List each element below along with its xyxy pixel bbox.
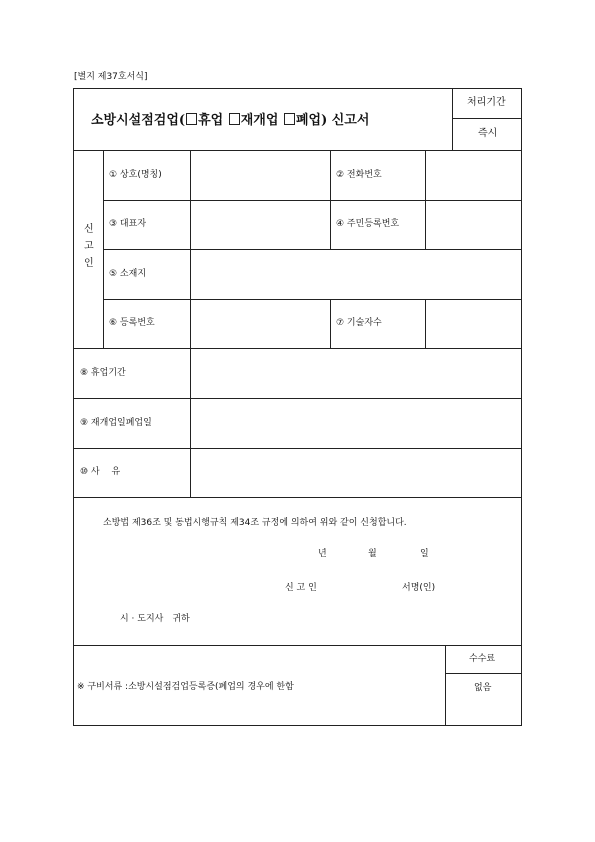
- address-label: ⑤ 소재지: [109, 269, 147, 279]
- registration-number-label: ⑥ 등록번호: [109, 318, 155, 328]
- day-label: 일: [420, 549, 429, 559]
- phone-label: ② 전화번호: [336, 170, 382, 180]
- declaration-text: 소방법 제36조 및 동법시행규칙 제34조 규정에 의하여 위와 같이 신청합니다.: [103, 518, 407, 528]
- suspension-period-label: ⑧ 휴업기간: [80, 368, 126, 378]
- resident-number-input[interactable]: [426, 201, 521, 248]
- address-input[interactable]: [191, 250, 521, 298]
- reopen-checkbox[interactable]: [229, 113, 240, 125]
- applicant-label-2: 고: [84, 241, 94, 252]
- company-name-input[interactable]: [191, 151, 329, 199]
- technicians-input[interactable]: [426, 300, 521, 347]
- month-label: 월: [368, 549, 377, 559]
- reopen-close-date-input[interactable]: [191, 399, 521, 447]
- closure-checkbox[interactable]: [284, 113, 295, 125]
- required-documents-note: ※ 구비서류 :소방시설점검업등록증(폐업의 경우에 한함: [77, 682, 294, 692]
- reason-label: ⑩ 사 유: [80, 467, 121, 477]
- representative-input[interactable]: [191, 201, 329, 248]
- suspension-period-input[interactable]: [191, 349, 521, 397]
- representative-label: ③ 대표자: [109, 219, 147, 229]
- title-prefix: 소방시설점검업(: [91, 113, 186, 128]
- processing-period-label: 처리기간: [467, 97, 506, 108]
- title-suffix: ) 신고서: [321, 113, 370, 128]
- recipient-label: 시 · 도지사 귀하: [120, 614, 190, 624]
- title-option-suspension: 휴업: [198, 113, 224, 128]
- title-option-reopen: 재개업: [240, 113, 279, 128]
- company-name-label: ① 상호(명칭): [109, 170, 162, 180]
- applicant-label-1: 신: [84, 224, 94, 235]
- applicant-signer-label: 신 고 인: [285, 583, 317, 593]
- fee-value: 없음: [474, 683, 492, 693]
- reopen-close-date-label: ⑨ 재개업일폐업일: [80, 418, 152, 428]
- reason-input[interactable]: [191, 449, 521, 496]
- fee-label: 수수료: [469, 654, 496, 664]
- applicant-label-3: 인: [84, 258, 94, 269]
- signature-label: 서명(인): [402, 583, 436, 593]
- suspension-checkbox[interactable]: [186, 113, 197, 125]
- registration-number-input[interactable]: [191, 300, 329, 347]
- form-title: [91, 113, 369, 127]
- phone-input[interactable]: [426, 151, 521, 199]
- resident-number-label: ④ 주민등록번호: [336, 219, 400, 229]
- year-label: 년: [318, 549, 327, 559]
- technicians-label: ⑦ 기술자수: [336, 318, 382, 328]
- form-number: [별지 제37호서식]: [74, 72, 148, 82]
- processing-period-value: 즉시: [478, 128, 498, 139]
- title-option-closure: 폐업: [295, 113, 322, 128]
